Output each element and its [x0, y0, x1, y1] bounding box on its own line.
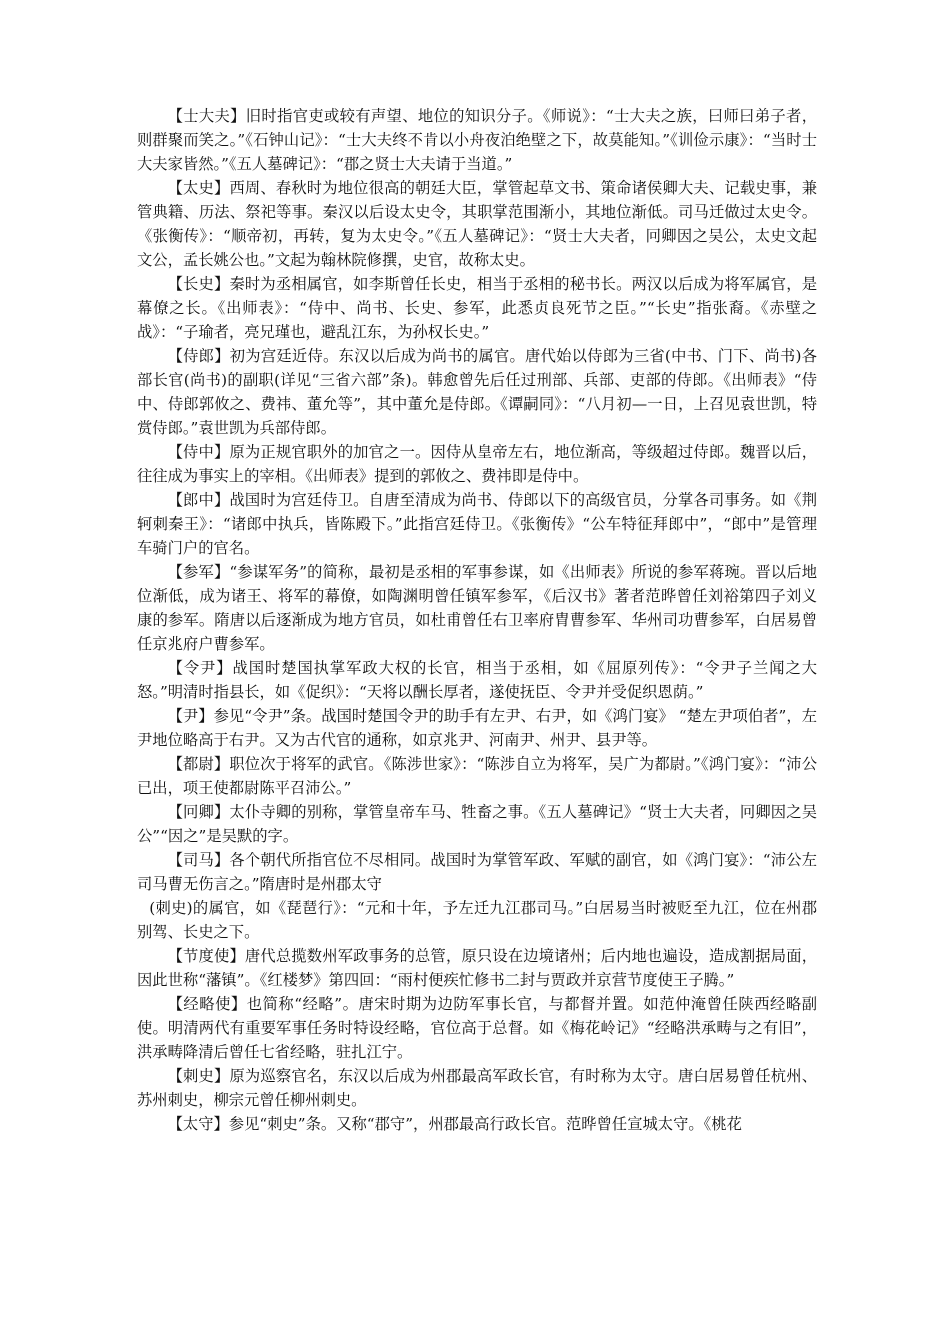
entry-lingyin: 【令尹】战国时楚国执掌军政大权的长官，相当于丞相，如《屈原列传》：“令尹子兰闻之大怒。”明清时指县长，如《促织》：“天将以酬长厚者，遂使抚臣、令尹并受促织恩荫。”: [137, 659, 817, 701]
document-body: [137, 104, 817, 1136]
entry-duwei: 【都尉】职位次于将军的武官。《陈涉世家》：“陈涉自立为将军，吴广为都尉。”《鸿门宴》：“沛公已出，项王使都尉陈平召沛公。”: [137, 755, 817, 797]
entry-sima-continued: (刺史)的属官，如《琵琶行》：“元和十年，予左迁九江郡司马。”白居易当时被贬至九江，位在州郡别驾、长史之下。: [137, 899, 817, 941]
entry-jiongqing: 【冋卿】太仆寺卿的别称，掌管皇帝车马、牲畜之事。《五人墓碑记》“贤士大夫者，冋卿因之吴公”“因之”是吴默的字。: [137, 803, 817, 845]
entry-taishi: 【太史】西周、春秋时为地位很高的朝廷大臣，掌管起草文书、策命诸侯卿大夫、记载史事，兼管典籍、历法、祭祀等事。秦汉以后设太史令，其职掌范围渐小，其地位渐低。司马迁做过太史令。《张衡传》：“顺帝初，再转，复为太史令。”《五人墓碑记》：“贤士大夫者，冋卿因之吴公，太史文起文公，孟长姚公也。”文起为翰林院修撰，史官，故称太史。: [137, 179, 817, 269]
entry-yin: 【尹】参见“令尹”条。战国时楚国令尹的助手有左尹、右尹，如《鸿门宴》 “楚左尹项伯者”，左尹地位略高于右尹。又为古代官的通称，如京兆尹、河南尹、州尹、县尹等。: [137, 707, 817, 749]
entry-shilang: 【侍郎】初为宫廷近侍。东汉以后成为尚书的属官。唐代始以侍郎为三省(中书、门下、尚书)各部长官(尚书)的副职(详见“三省六部”条)。韩愈曾先后任过刑部、兵部、吏部的侍郎。《出师表》“侍中、侍郎郭攸之、费祎、董允等”，其中董允是侍郎。《谭嗣同》：“八月初—一日，上召见袁世凯，特赏侍郎。”袁世凯为兵部侍郎。: [137, 347, 817, 437]
entry-cishi: 【刺史】原为巡察官名，东汉以后成为州郡最高军政长官，有时称为太守。唐白居易曾任杭州、苏州刺史，柳宗元曾任柳州刺史。: [137, 1067, 817, 1109]
entry-zhangshi: 【长史】秦时为丞相属官，如李斯曾任长史，相当于丞相的秘书长。两汉以后成为将军属官，是幕僚之长。《出师表》：“侍中、尚书、长史、参军，此悉贞良死节之臣。”“长史”指张裔。《赤壁之战》：“子瑜者，亮兄瑾也，避乱江东，为孙权长史。”: [137, 275, 817, 341]
entry-jiedushi: 【节度使】唐代总揽数州军政事务的总管，原只设在边境诸州；后内地也遍设，造成割据局面，因此世称“藩镇”。《红楼梦》第四回：“雨村便疾忙修书二封与贾政并京营节度使王子腾。”: [137, 947, 817, 989]
entry-taishou: 【太守】参见“刺史”条。又称“郡守”，州郡最高行政长官。范晔曾任宣城太守。《桃花: [167, 1115, 742, 1133]
entry-canjun: 【参军】“参谋军务”的简称，最初是丞相的军事参谋，如《出师表》所说的参军蒋琬。晋以后地位渐低，成为诸王、将军的幕僚，如陶渊明曾任镇军参军，《后汉书》著者范晔曾任刘裕第四子刘义康的参军。隋唐以后逐渐成为地方官员，如杜甫曾任右卫率府胄曹参军、华州司功曹参军，白居易曾任京兆府户曹参军。: [137, 563, 817, 653]
entry-shidafu: 【士大夫】旧时指官吏或较有声望、地位的知识分子。《师说》：“士大夫之族，曰师曰弟子者，则群聚而笑之。”《石钟山记》：“士大夫终不肯以小舟夜泊绝壁之下，故莫能知。”《训俭示康》：“当时士大夫家皆然。”《五人墓碑记》：“郡之贤士大夫请于当道。”: [137, 107, 817, 173]
entry-langzhong: 【郎中】战国时为宫廷侍卫。自唐至清成为尚书、侍郎以下的高级官员，分掌各司事务。如《荆轲刺秦王》：“诸郎中执兵，皆陈殿下。”此指宫廷侍卫。《张衡传》“公车特征拜郎中”，“郎中”是管理车骑门户的官名。: [137, 491, 817, 557]
entry-jinglueshi: 【经略使】也简称“经略”。唐宋时期为边防军事长官，与都督并置。如范仲淹曾任陕西经略副使。明清两代有重要军事任务时特设经略，官位高于总督。如《梅花岭记》“经略洪承畴与之有旧”，洪承畴降清后曾任七省经略，驻扎江宁。: [137, 995, 817, 1061]
entry-sima: 【司马】各个朝代所指官位不尽相同。战国时为掌管军政、军赋的副官，如《鸿门宴》：“沛公左司马曹无伤言之。”隋唐时是州郡太守: [137, 851, 817, 893]
entry-shizhong: 【侍中】原为正规官职外的加官之一。因侍从皇帝左右，地位渐高，等级超过侍郎。魏晋以后，往往成为事实上的宰相。《出师表》提到的郭攸之、费祎即是侍中。: [137, 443, 817, 485]
